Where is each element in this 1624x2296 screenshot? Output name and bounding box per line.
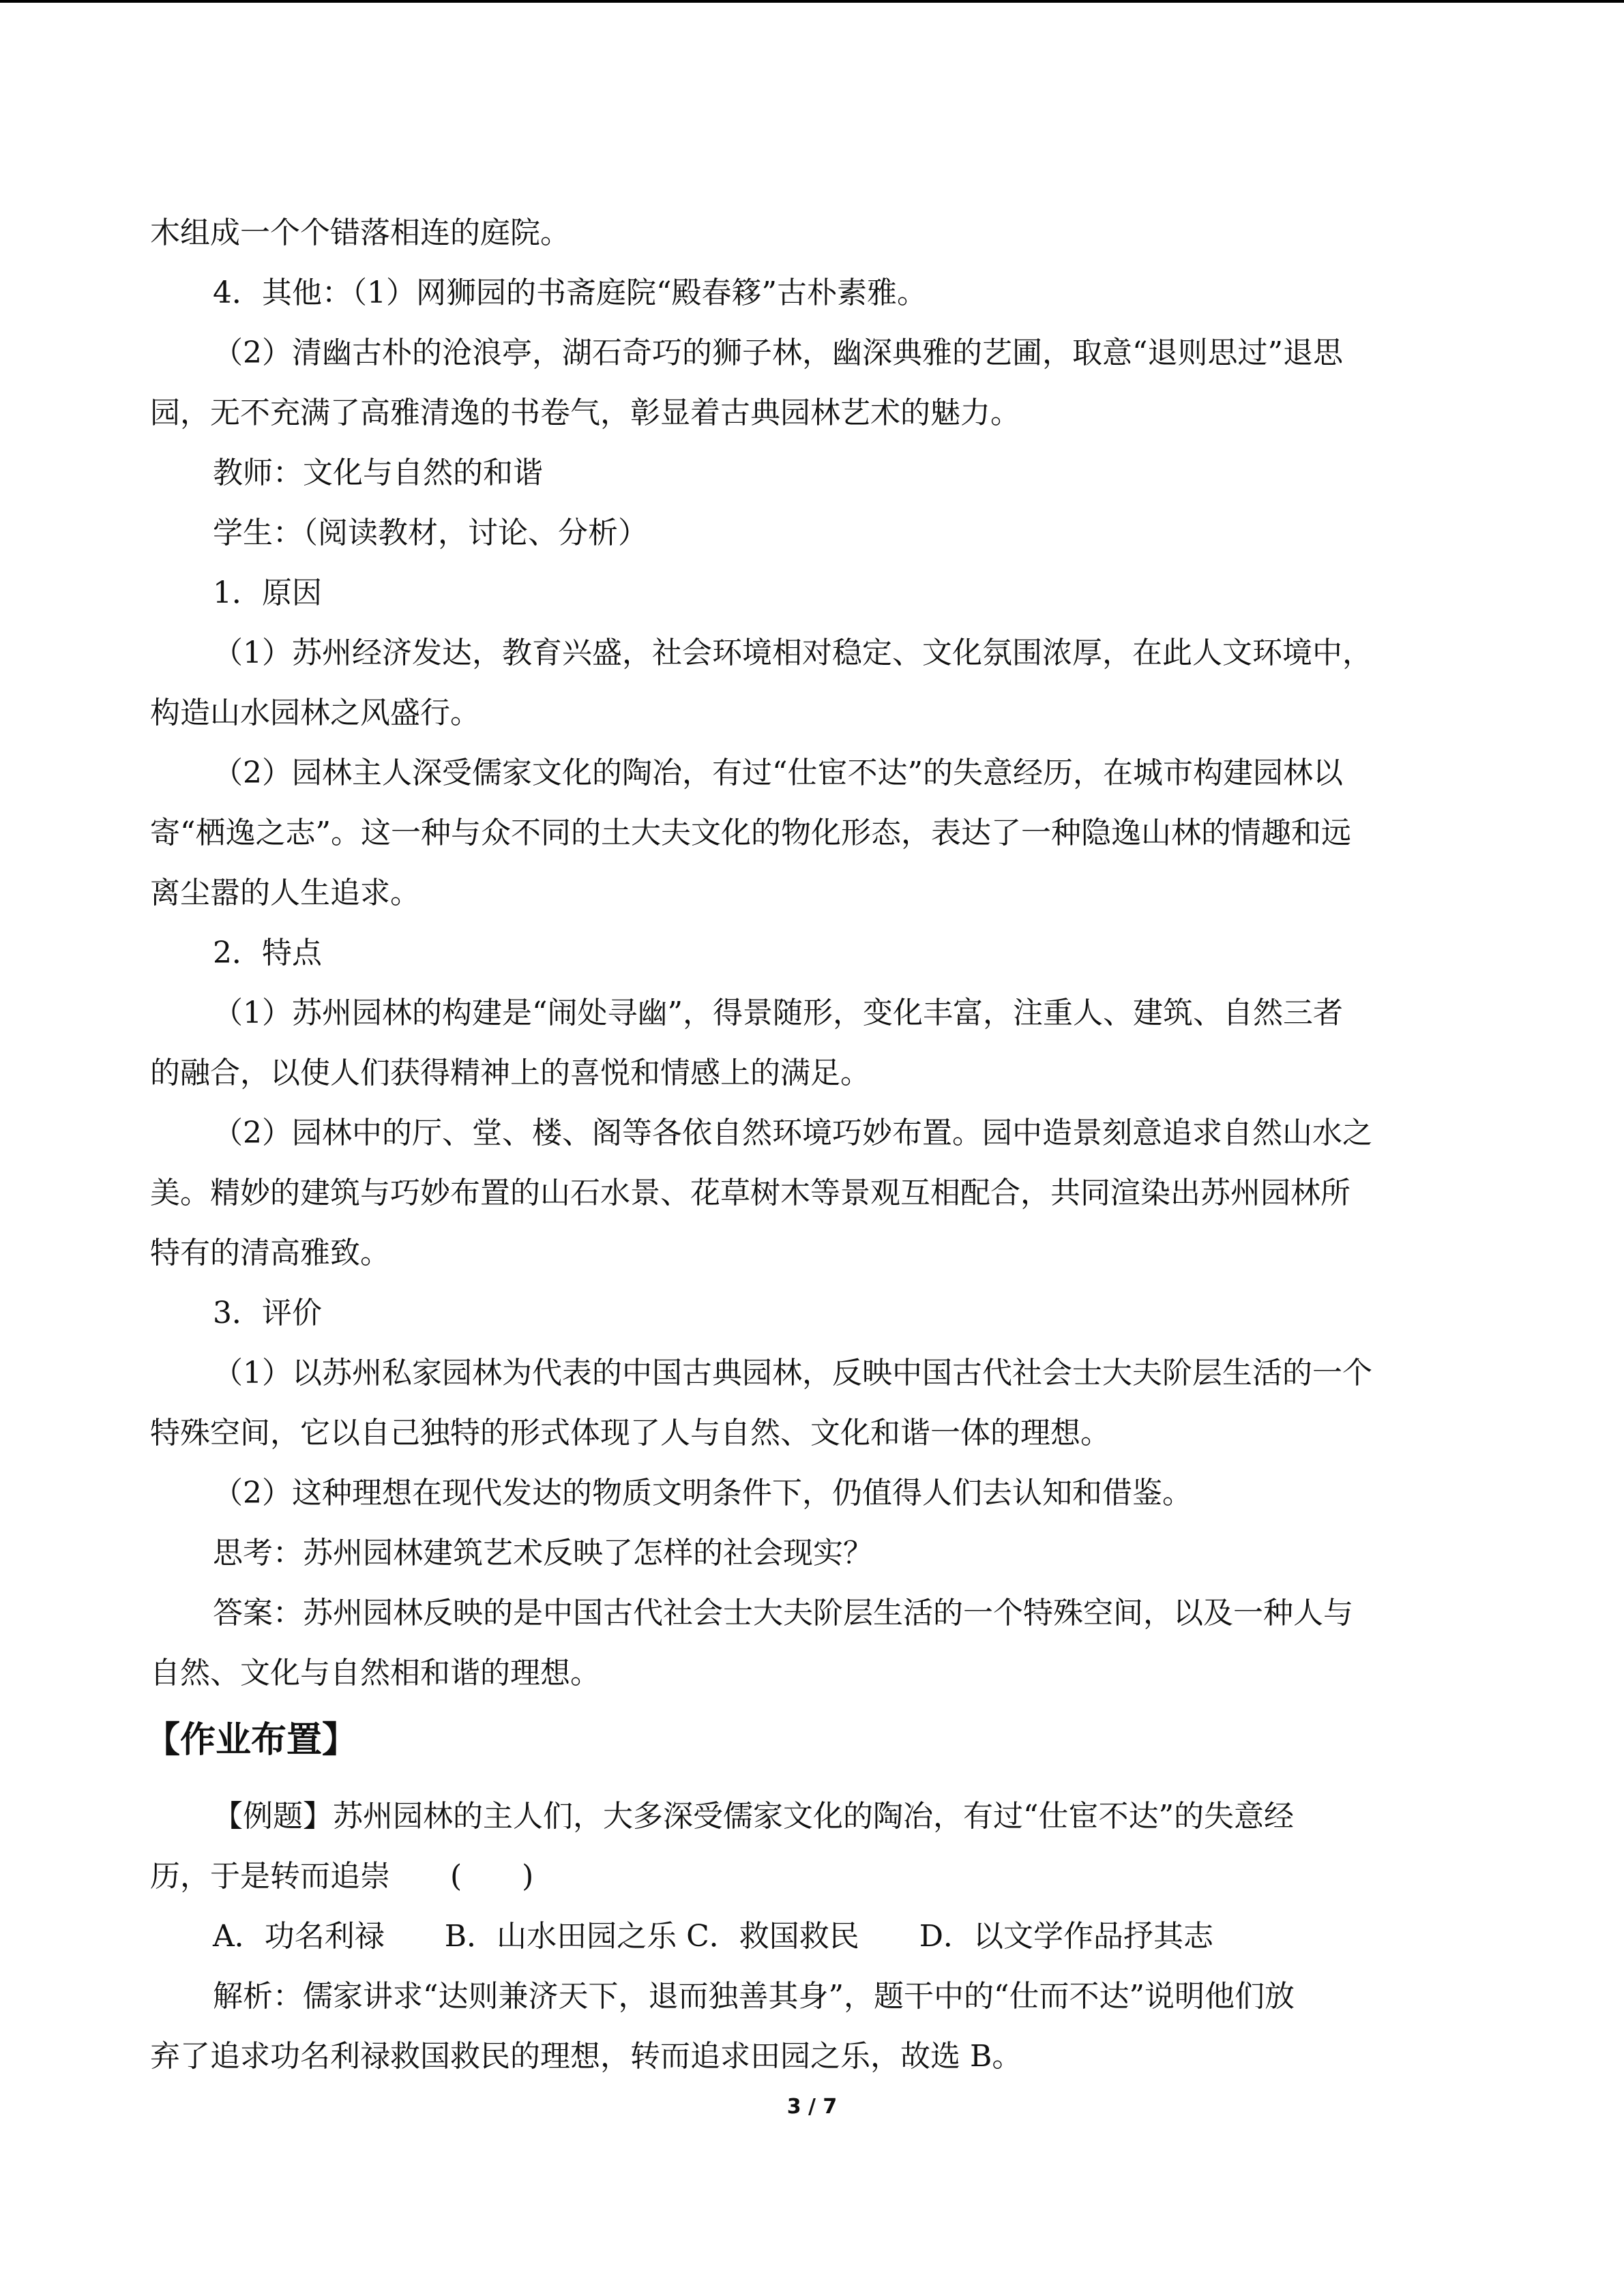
page-number: 3 / 7 [786,2095,838,2119]
text-line: 木组成一个个错落相连的庭院。 [150,215,570,250]
text-line: （1）以苏州私家园林为代表的中国古典园林，反映中国古代社会士大夫阶层生活的一个 [213,1356,1372,1390]
text-line: 特有的清高雅致。 [150,1236,390,1270]
text-line: 思考：苏州园林建筑艺术反映了怎样的社会现实？ [213,1536,873,1570]
text-line: （1）苏州经济发达，教育兴盛，社会环境相对稳定、文化氛围浓厚，在此人文环境中， [213,636,1372,670]
text-line: 的融合，以使人们获得精神上的喜悦和情感上的满足。 [150,1056,870,1090]
text-line: 寄“栖逸之志”。这一种与众不同的土大夫文化的物化形态，表达了一种隐逸山林的情趣和远 [150,816,1351,850]
text-line: （2）这种理想在现代发达的物质文明条件下，仍值得人们去认知和借鉴。 [213,1476,1192,1510]
spacer [150,1777,1473,1787]
homework-heading: 【作业布置】 [145,1720,358,1761]
text-line: 教师：文化与自然的和谐 [213,456,543,490]
text-line: 园，无不充满了高雅清逸的书卷气，彰显着古典园林艺术的魅力。 [150,396,1020,430]
text-line: （2）园林中的厅、堂、楼、阁等各依自然环境巧妙布置。园中造景刻意追求自然山水之 [213,1116,1372,1150]
example-question-line: 【例题】苏州园林的主人们，大多深受儒家文化的陶冶，有过“仕宦不达”的失意经 [213,1799,1294,1834]
text-line: 答案：苏州园林反映的是中国古代社会士大夫阶层生活的一个特殊空间，以及一种人与 [213,1596,1353,1630]
top-border-line [0,0,1624,3]
text-line: 2．特点 [213,936,322,970]
text-line: 离尘嚣的人生追求。 [150,876,420,910]
text-line: 学生：（阅读教材，讨论、分析） [213,516,648,550]
document-body [145,203,1473,2087]
explanation-line: 解析：儒家讲求“达则兼济天下，退而独善其身”，题干中的“仕而不达”说明他们放 [213,1979,1295,2014]
text-line: （2）清幽古朴的沧浪亭，湖石奇巧的狮子林，幽深典雅的艺圃，取意“退则思过”退思 [213,336,1343,370]
text-line: 3．评价 [213,1296,322,1330]
example-question-line: 历，于是转而追崇 ( ) [150,1859,534,1894]
text-line: 4．其他：（1）网狮园的书斋庭院“殿春簃”古朴素雅。 [213,275,927,310]
text-line: 特殊空间，它以自己独特的形式体现了人与自然、文化和谐一体的理想。 [150,1416,1110,1450]
text-line: 构造山水园林之风盛行。 [150,696,480,730]
text-line: （1）苏州园林的构建是“闹处寻幽”，得景随形，变化丰富，注重人、建筑、自然三者 [213,996,1343,1030]
explanation-line: 弃了追求功名利禄救国救民的理想，转而追求田园之乐，故选 B。 [150,2039,1022,2074]
text-line: 美。精妙的建筑与巧妙布置的山石水景、花草树木等景观互相配合，共同渲染出苏州园林所 [150,1176,1350,1210]
text-line: 自然、文化与自然相和谐的理想。 [150,1656,600,1690]
text-line: （2）园林主人深受儒家文化的陶冶，有过“仕宦不达”的失意经历，在城市构建园林以 [213,756,1343,790]
answer-options: A．功名利禄 B．山水田园之乐 C．救国救民 D．以文学作品抒其志 [213,1919,1214,1954]
text-line: 1．原因 [213,576,322,610]
